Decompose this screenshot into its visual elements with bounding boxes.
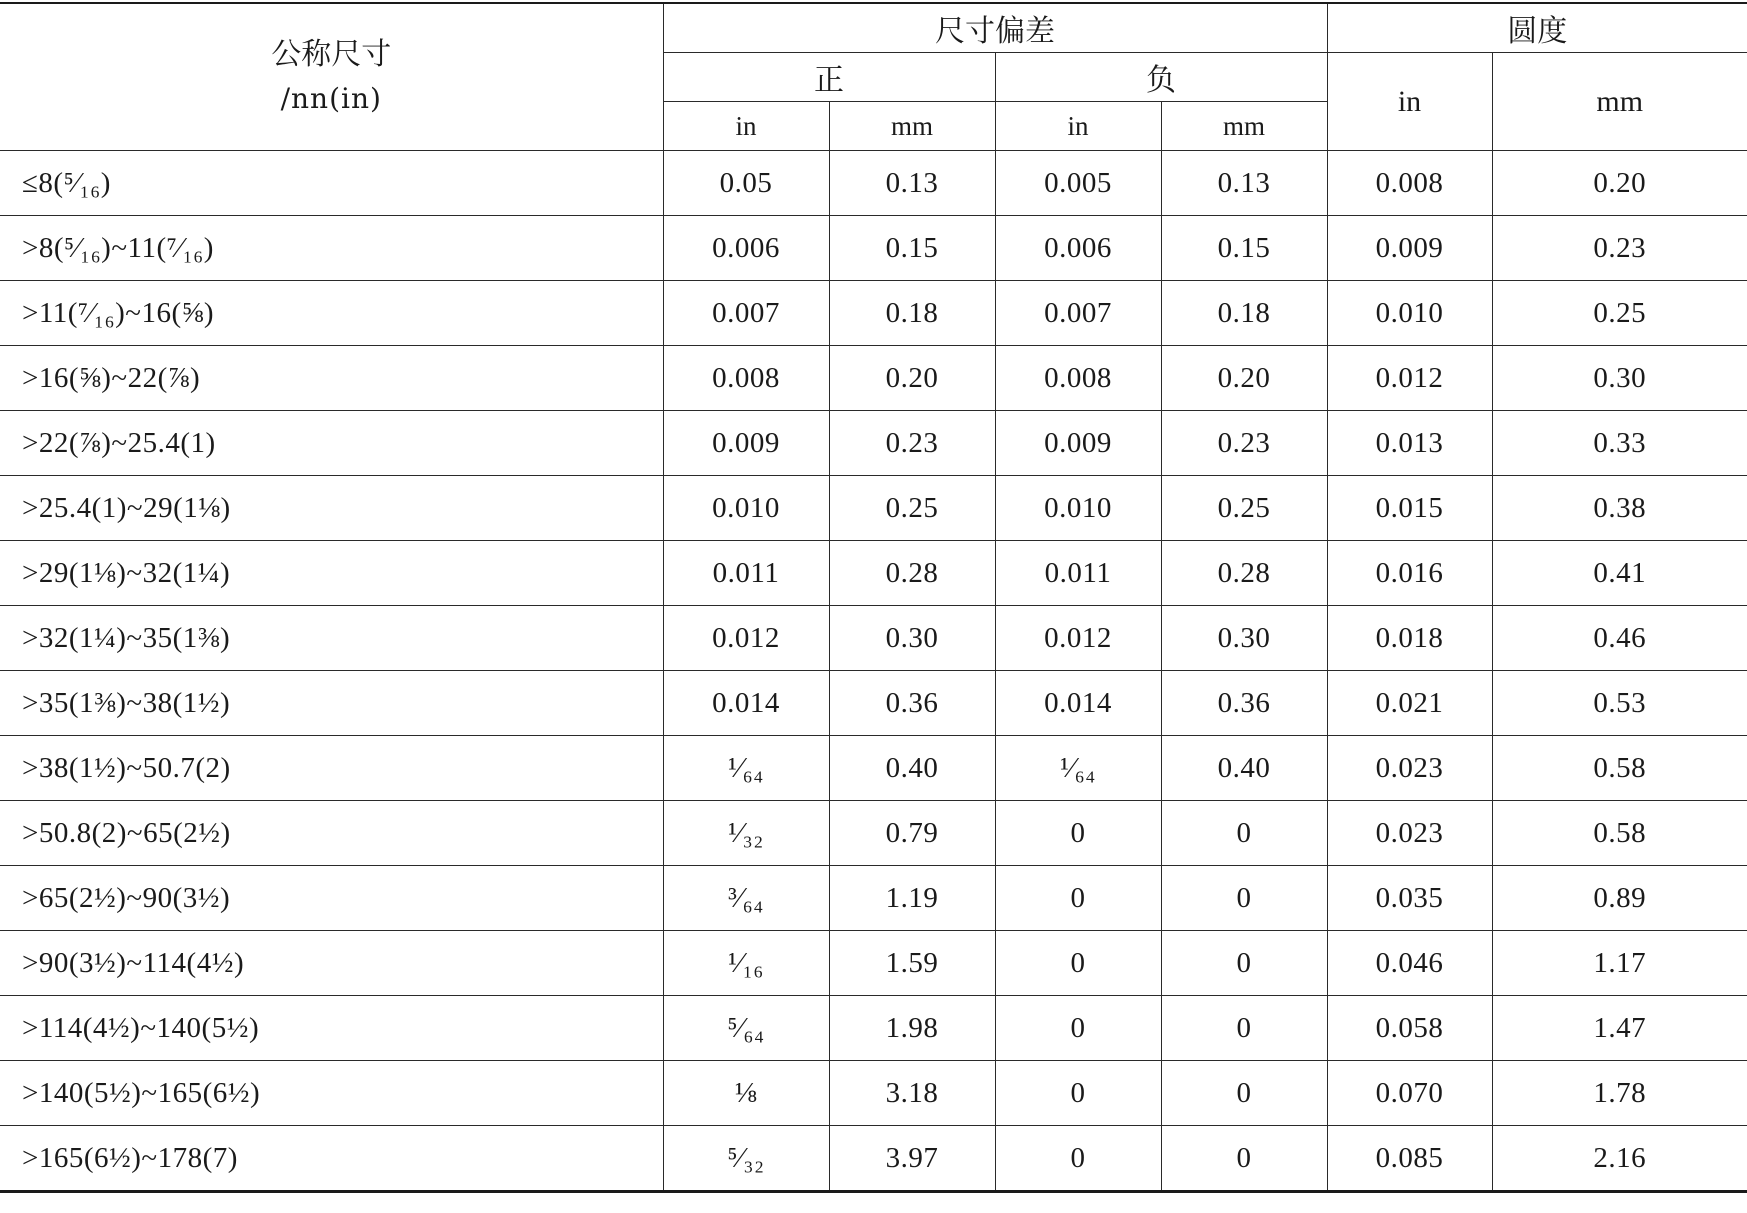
positive-mm-cell: 1.19 [829,866,995,931]
negative-mm-cell: 0.20 [1161,346,1327,411]
positive-in-cell: ³⁄₆₄ [663,866,829,931]
roundness-mm-cell: 0.53 [1492,671,1747,736]
table-row [0,931,1747,996]
nominal-size-cell: >140(5½)~165(6½) [0,1061,663,1126]
positive-mm-cell: 0.13 [829,151,995,216]
negative-in-cell: 0.010 [995,476,1161,541]
negative-mm-cell: 0.36 [1161,671,1327,736]
negative-in-cell: 0 [995,1061,1161,1126]
negative-mm-cell: 0.13 [1161,151,1327,216]
negative-mm-cell: 0.15 [1161,216,1327,281]
roundness-in-cell: 0.046 [1327,931,1492,996]
roundness-mm-cell: 0.25 [1492,281,1747,346]
nominal-size-cell: >38(1½)~50.7(2) [0,736,663,801]
roundness-mm-cell: 0.41 [1492,541,1747,606]
table-row [0,151,1747,216]
positive-mm-cell: 0.18 [829,281,995,346]
nominal-size-cell: >90(3½)~114(4½) [0,931,663,996]
negative-mm-cell: 0 [1161,866,1327,931]
roundness-in-cell: 0.035 [1327,866,1492,931]
table-row [0,801,1747,866]
roundness-mm-cell: 2.16 [1492,1126,1747,1192]
negative-mm-cell: 0.23 [1161,411,1327,476]
positive-in-cell: 0.011 [663,541,829,606]
table-body [0,151,1747,1192]
roundness-mm-cell: 0.33 [1492,411,1747,476]
positive-mm-cell: 0.36 [829,671,995,736]
roundness-mm-cell: 1.47 [1492,996,1747,1061]
positive-mm-cell: 0.79 [829,801,995,866]
positive-in-cell: ⅛ [663,1061,829,1126]
positive-mm-cell: 1.59 [829,931,995,996]
nominal-size-cell: >11(⁷⁄₁₆)~16(⅝) [0,281,663,346]
table-row [0,541,1747,606]
table-row [0,1126,1747,1192]
positive-in-cell: ¹⁄₃₂ [663,801,829,866]
nominal-size-header [0,3,663,151]
positive-mm-cell: 3.97 [829,1126,995,1192]
roundness-in-cell: 0.008 [1327,151,1492,216]
positive-in-header: in [663,102,829,151]
nominal-size-cell: >22(⅞)~25.4(1) [0,411,663,476]
roundness-mm-cell: 0.58 [1492,736,1747,801]
table-row [0,866,1747,931]
roundness-mm-cell: 0.58 [1492,801,1747,866]
negative-mm-cell: 0.40 [1161,736,1327,801]
table-row [0,411,1747,476]
table-row [0,671,1747,736]
table-row [0,606,1747,671]
negative-in-cell: 0.005 [995,151,1161,216]
nominal-size-header-line1: 公称尺寸 [271,37,392,72]
negative-mm-cell: 0 [1161,1061,1327,1126]
positive-mm-cell: 0.30 [829,606,995,671]
table-row [0,281,1747,346]
roundness-in-cell: 0.085 [1327,1126,1492,1192]
negative-in-cell: 0 [995,801,1161,866]
nominal-size-cell: >50.8(2)~65(2½) [0,801,663,866]
negative-mm-cell: 0.18 [1161,281,1327,346]
positive-mm-cell: 0.25 [829,476,995,541]
roundness-in-cell: 0.012 [1327,346,1492,411]
nominal-size-cell: >35(1⅜)~38(1½) [0,671,663,736]
negative-mm-cell: 0 [1161,1126,1327,1192]
positive-in-cell: 0.012 [663,606,829,671]
nominal-size-header-line2: /nn(in) [280,82,382,115]
negative-mm-header: mm [1161,102,1327,151]
positive-header: 正 [663,53,995,102]
positive-mm-cell: 0.40 [829,736,995,801]
roundness-mm-cell: 0.89 [1492,866,1747,931]
roundness-in-cell: 0.009 [1327,216,1492,281]
table-row [0,736,1747,801]
negative-mm-cell: 0 [1161,996,1327,1061]
positive-in-cell: ¹⁄₆₄ [663,736,829,801]
positive-mm-cell: 0.20 [829,346,995,411]
table-row [0,216,1747,281]
roundness-in-cell: 0.010 [1327,281,1492,346]
size-deviation-header: 尺寸偏差 [663,3,1327,53]
negative-in-cell: ¹⁄₆₄ [995,736,1161,801]
positive-in-cell: ¹⁄₁₆ [663,931,829,996]
negative-in-cell: 0.007 [995,281,1161,346]
table-row [0,476,1747,541]
negative-in-cell: 0 [995,1126,1161,1192]
nominal-size-cell: >32(1¼)~35(1⅜) [0,606,663,671]
roundness-mm-cell: 0.38 [1492,476,1747,541]
negative-in-cell: 0.009 [995,411,1161,476]
positive-in-cell: ⁵⁄₃₂ [663,1126,829,1192]
negative-mm-cell: 0 [1161,801,1327,866]
roundness-in-cell: 0.058 [1327,996,1492,1061]
nominal-size-cell: >16(⅝)~22(⅞) [0,346,663,411]
nominal-size-cell: >25.4(1)~29(1⅛) [0,476,663,541]
negative-header: 负 [995,53,1327,102]
negative-mm-cell: 0.30 [1161,606,1327,671]
negative-mm-cell: 0.28 [1161,541,1327,606]
nominal-size-cell: >165(6½)~178(7) [0,1126,663,1192]
roundness-in-cell: 0.015 [1327,476,1492,541]
roundness-mm-header: mm [1492,53,1747,151]
nominal-size-cell: >8(⁵⁄₁₆)~11(⁷⁄₁₆) [0,216,663,281]
roundness-in-header: in [1327,53,1492,151]
negative-in-cell: 0 [995,996,1161,1061]
roundness-mm-cell: 1.78 [1492,1061,1747,1126]
roundness-header: 圆度 [1327,3,1747,53]
roundness-in-cell: 0.016 [1327,541,1492,606]
roundness-in-cell: 0.013 [1327,411,1492,476]
roundness-in-cell: 0.023 [1327,736,1492,801]
nominal-size-cell: ≤8(⁵⁄₁₆) [0,151,663,216]
roundness-in-cell: 0.021 [1327,671,1492,736]
negative-in-cell: 0.014 [995,671,1161,736]
positive-mm-cell: 0.28 [829,541,995,606]
positive-in-cell: 0.006 [663,216,829,281]
negative-in-cell: 0.008 [995,346,1161,411]
negative-in-cell: 0.011 [995,541,1161,606]
negative-in-cell: 0.006 [995,216,1161,281]
positive-in-cell: 0.007 [663,281,829,346]
roundness-mm-cell: 0.23 [1492,216,1747,281]
positive-in-cell: 0.009 [663,411,829,476]
table-row [0,346,1747,411]
negative-in-cell: 0.012 [995,606,1161,671]
table-row [0,1061,1747,1126]
roundness-in-cell: 0.018 [1327,606,1492,671]
roundness-mm-cell: 0.20 [1492,151,1747,216]
roundness-mm-cell: 1.17 [1492,931,1747,996]
positive-in-cell: 0.014 [663,671,829,736]
negative-in-cell: 0 [995,866,1161,931]
positive-mm-cell: 3.18 [829,1061,995,1126]
nominal-size-cell: >114(4½)~140(5½) [0,996,663,1061]
positive-in-cell: 0.008 [663,346,829,411]
positive-in-cell: 0.05 [663,151,829,216]
roundness-mm-cell: 0.46 [1492,606,1747,671]
negative-mm-cell: 0.25 [1161,476,1327,541]
tolerance-table [0,2,1747,1193]
roundness-mm-cell: 0.30 [1492,346,1747,411]
positive-in-cell: ⁵⁄₆₄ [663,996,829,1061]
negative-mm-cell: 0 [1161,931,1327,996]
negative-in-header: in [995,102,1161,151]
negative-in-cell: 0 [995,931,1161,996]
positive-in-cell: 0.010 [663,476,829,541]
positive-mm-cell: 1.98 [829,996,995,1061]
nominal-size-cell: >29(1⅛)~32(1¼) [0,541,663,606]
roundness-in-cell: 0.023 [1327,801,1492,866]
positive-mm-header: mm [829,102,995,151]
table-row [0,996,1747,1061]
positive-mm-cell: 0.15 [829,216,995,281]
roundness-in-cell: 0.070 [1327,1061,1492,1126]
positive-mm-cell: 0.23 [829,411,995,476]
nominal-size-cell: >65(2½)~90(3½) [0,866,663,931]
table-header [0,3,1747,151]
